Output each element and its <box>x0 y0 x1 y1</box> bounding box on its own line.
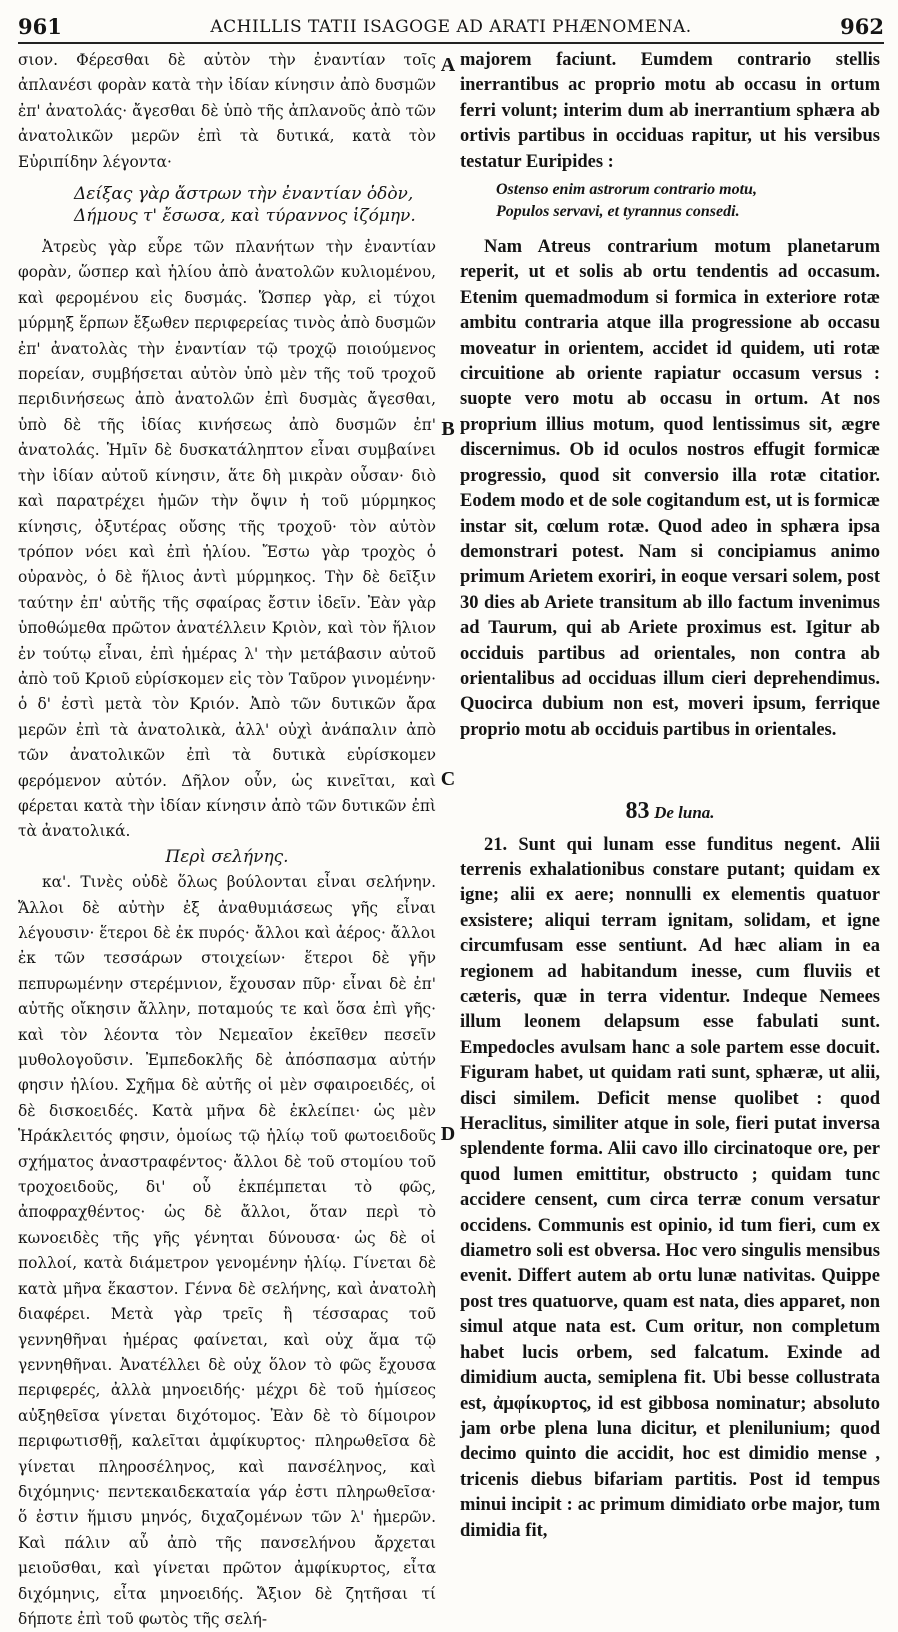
latin-column <box>460 48 880 1544</box>
margin-marker-a: A <box>440 54 456 76</box>
margin-marker-b: B <box>441 418 455 440</box>
greek-paragraph-1: σιον. Φέρεσθαι δὲ αὐτὸν τὴν ἐναντίαν τοῖς ἀπλανέσι φορὰν κατὰ τὴν ἰδίαν κίνησιν ἀπὸ δυσμῶν ἐπ' ἀνατολάς· ἄγεσθαι δὲ ὑπὸ τῆς ἀπλανοῦς ἀπὸ τῶν ἀνατολικῶν μερῶν ἐπὶ τὰ δυτικά, κατὰ τὸν Εὐριπίδην λέγοντα· <box>18 51 436 171</box>
greek-section-heading: Περὶ σελήνης. <box>165 846 289 867</box>
greek-verse-line-1: Δείξας γὰρ ἄστρων τὴν ἐναντίαν ὁδὸν, <box>74 184 414 205</box>
latin-paragraph-1: majorem faciunt. Eumdem contrario stellis inerrantibus ac proprio motu ab occasu in ortum ferri volunt; interim dum ab inerrantium sphæra ab ortivis partibus in occiduas rapitur, ut his versibus testatur Euripides : <box>460 50 880 172</box>
section-number: 83 <box>625 798 650 825</box>
greek-paragraph-2: Ἀτρεὺς γὰρ εὗρε τῶν πλανήτων τὴν ἐναντίαν φορὰν, ὥσπερ καὶ ἡλίου ἀπὸ ἀνατολῶν κυλιομένου, καὶ φερομένου εἰς δυσμάς. Ὥσπερ γὰρ, εἰ τύχοι μύρμηξ ἕρπων ἔξωθεν περιφερείας τινὸς ἀπὸ δυσμῶν ἐπ' ἀνατολὰς τὴν ἐναντίαν τῷ τροχῷ ποιούμενος πορείαν, συμβήσεται αὐτὸν ὑπὸ μὲν τῆς τοῦ τροχοῦ περιδινήσεως ἀπὸ ἀνατολῶν ἐπὶ δυσμὰς ἄγεσθαι, ὑπὸ δὲ τῆς ἰδίας κινήσεως ἀπὸ δυσμῶν ἐπ' ἀνατολάς. Ἡμῖν δὲ δυσκατάληπτον εἶναι συμβαίνει τὴν ἰδίαν αὐτοῦ κίνησιν, ἅτε δὴ μικρὰν οὖσαν· διὸ καὶ παρατρέχει ἡμῶν τὴν ὄψιν ἡ τοῦ μύρμηκος κίνησις, ὀξυτέρας οὔσης τῆς τροχοῦ· τὸν αὐτὸν τρόπον νόει καὶ ἐπὶ ἡλίου. Ἔστω γὰρ τροχὸς ὁ οὐρανὸς, ὁ δὲ ἥλιος ἀντὶ μύρμηκος. Τὴν δὲ δεῖξιν ταύτην ἐπ' αὐτῆς τῆς σφαίρας ἔστιν ἰδεῖν. Ἐὰν γὰρ ὑποθώμεθα πρῶτον ἀνατέλλειν Κριὸν, καὶ τὸν ἥλιον ἐν τούτῳ εἶναι, ἐπὶ ἡμέρας λ' τὴν μετάβασιν αὐτοῦ ἀπὸ τοῦ Κριοῦ εὑρίσκομεν εἰς τὸν Ταῦρον γινομένην· ὁ δ' ἐστὶ μετὰ τὸν Κριόν. Ἀπὸ τῶν δυτικῶν ἄρα μερῶν ἐπὶ τὰ ἀνατολικὰ, ἀλλ' οὐχὶ ἀνάπαλιν ἀπὸ τῶν ἀνατολικῶν ἐπὶ τὰ δυτικὰ εὑρίσκομεν φερόμενον αὐτόν. Δῆλον οὖν, ὡς κινεῖται, καὶ φέρεται κατὰ τὴν ἰδίαν κίνησιν ἀπὸ τῶν δυτικῶν ἐπὶ τὰ ἀνατολικά. <box>18 238 436 841</box>
latin-verse <box>460 179 880 223</box>
page-number-left: 961 <box>18 14 62 39</box>
page-header <box>18 8 884 44</box>
greek-verse-line-2: Δήμους τ' ἔσωσα, καὶ τύραννος ἱζόμην. <box>74 206 416 227</box>
page-number-right: 962 <box>840 14 884 39</box>
greek-verse <box>18 183 436 227</box>
latin-section-heading <box>460 799 880 826</box>
latin-verse-line-2: Populos servavi, et tyrannus consedi. <box>496 203 740 221</box>
greek-column <box>18 48 436 1632</box>
greek-paragraph-3: κα'. Τινὲς οὐδὲ ὅλως βούλονται εἶναι σελήνην. Ἄλλοι δὲ αὐτὴν ἐξ ἀναθυμιάσεως γῆς εἶναι λέγουσιν· ἕτεροι δὲ ἐκ πυρός· ἄλλοι καὶ ἀέρος· ἄλλοι ἐκ τῶν τεσσάρων στοιχείων· ἕτεροι δὲ γῆν πεπυρωμένην στερέμνιον, ἔχουσαν πῦρ· εἶναι δὲ ἐπ' αὐτῆς οἴκησιν ἄλλην, ποταμούς τε καὶ ὅσα ἐπὶ γῆς· καὶ τὸν λέοντα τὸν Νεμεαῖον ἐκεῖθεν πεσεῖν μυθολογοῦσιν. Ἐμπεδοκλῆς δὲ ἀπόσπασμα αὐτήν φησιν ἡλίου. Σχῆμα δὲ αὐτῆς οἱ μὲν σφαιροειδές, οἱ δὲ δισκοειδές. Κατὰ μῆνα δὲ ἐκλείπει· ὡς μὲν Ἡράκλειτός φησιν, ὁμοίως τῷ ἡλίῳ τοῦ φωτοειδοῦς σχήματος ἀναστραφέντος· ἄλλοι δὲ τοῦ στομίου τοῦ τροχοειδοῦς, δι' οὗ ἐκπέμπεται τὸ φῶς, ἀποφραχθέντος· ὡς δὲ ἄλλοι, ὅταν περὶ τὸ κωνοειδὲς τῆς γῆς γένηται δύνουσα· ὡς δὲ οἱ πολλοί, κατὰ διάμετρον γενομένην ἡλίῳ. Γίνεται δὲ κατὰ μῆνα ἕκαστον. Γέννα δὲ σελήνης, καὶ ἀνατολὴ διαφέρει. Μετὰ γὰρ τρεῖς ἢ τέσσαρας τοῦ γεννηθῆναι ἡμέρας φαίνεται, καὶ οὐχ ἅμα τῷ γεννηθῆναι. Ἀνατέλλει δὲ οὐχ ὅλον τὸ φῶς ἔχουσα περιφερές, ἀλλὰ μηνοειδής· μέχρι δὲ τοῦ ἡμίσεος αὐξηθεῖσα γίνεται διχότομος. Ἐὰν δὲ τὸ δίμοιρον περιφωτισθῇ, καλεῖται ἀμφίκυρτος· πληρωθεῖσα δὲ γίνεται πληροσέληνος, καὶ πανσέληνος, καὶ διχόμηνις· πεντεκαιδεκαταία γάρ ἐστι πληρωθεῖσα· ὅ ἐστιν ἥμισυ μηνός, διχαζομένων τῶν λ' ἡμερῶν. Καὶ πάλιν αὖ ἀπὸ τῆς πανσελήνου ἄρχεται μειοῦσθαι, καὶ γίνεται πρῶτον ἀμφίκυρτος, εἶτα διχόμηνις, εἶτα μηνοειδής. Ἄξιον δὲ ζητῆσαι τί δήποτε ἐπὶ τοῦ φωτὸς τῆς σελή- <box>18 873 436 1628</box>
running-title: ACHILLIS TATII ISAGOGE AD ARATI PHÆNOMENA. <box>210 17 692 37</box>
latin-verse-line-1: Ostenso enim astrorum contrario motu, <box>496 181 757 199</box>
latin-paragraph-2: Nam Atreus contrarium motum planetarum reperit, ut et solis ab ortu tendentis ad occasum. Etenim quemadmodum si formica in exteriore rotæ ambitu contraria atque illa progressione ab occasu moveatur in orientem, accidet id quidem, uti rotæ circuitione ab oriente rapiatur occasum versus : suopte vero motu ab occasu in ortum. At nos proprium illius motum, quod lentissimus sit, ægre discernimus. Ob id oculos nostros effugit formicæ progressio, quod sit conversio illa rotæ citatior. Eodem modo et de sole cogitandum est, ut is formicæ instar sit, cœlum rotæ. Quod adeo in sphæra ipsa demonstrari potest. Nam si concipiamus animo primum Arietem exoriri, in eoque versari solem, post 30 dies ab Ariete transitum ab illo factum invenimus ad Taurum, qui ab Ariete proximus est. Igitur ab occiduis partibus ad orientales, non contra ab orientalibus ad occiduas illum cieri deprehendimus. Quocirca dubium non est, moveri ipsum, ferrique proprio motu ab occiduis partibus in orientales. <box>460 237 880 740</box>
margin-marker-d: D <box>440 1123 456 1145</box>
margin-marker-c: C <box>440 768 456 790</box>
latin-paragraph-3: 21. Sunt qui lunam esse funditus negent. Alii terrenis exhalationibus constare putant; quidam ex igne; alii ex aere; nonnulli ex elementis quatuor exsistere; aliqui terram ignitam, solidam, et igne circumfusam esse sentiunt. Ad hæc aliam in ea regionem ad habitandum inesse, cum fluviis et cæteris, quæ in terra videntur. Indeque Nemees illum leonem delapsum esse fabulati sunt. Empedocles avulsam hanc a sole partem esse docuit. Figuram habet, ut quidam rati sunt, sphæræ, ut alii, disci similem. Deficit mense quolibet : quod Heraclitus, similiter atque in sole, fieri putat inversa splendente forma. Alii cavo illo circinatoque ore, per quod lumen emittitur, obstructo ; quidam tunc accidere censent, cum circa terræ conum versatur occidens. Communis est opinio, id tum fieri, cum ex diametro soli est obversa. Hoc vero singulis mensibus evenit. Differt autem ab ortu lunæ nativitas. Quippe post tres quatuorve, quam est nata, dies apparet, non simul atque nata est. Cum oritur, non completum habet lucis orbem, sed falcatum. Exinde ad dimidium aucta, semiplena fit. Ubi besse collustrata est, ἀμφίκυρτος, id est gibbosa nominatur; absoluto jam orbe plena luna dicitur, et plenilunium; quod decimo quinto die accidit, hoc est dimidio mense , tricenis diebus bifariam partitis. Post id tempus minui incipit : ac primum dimidiato orbe major, tum dimidia fit, <box>460 834 880 1541</box>
section-title: De luna. <box>654 803 715 823</box>
